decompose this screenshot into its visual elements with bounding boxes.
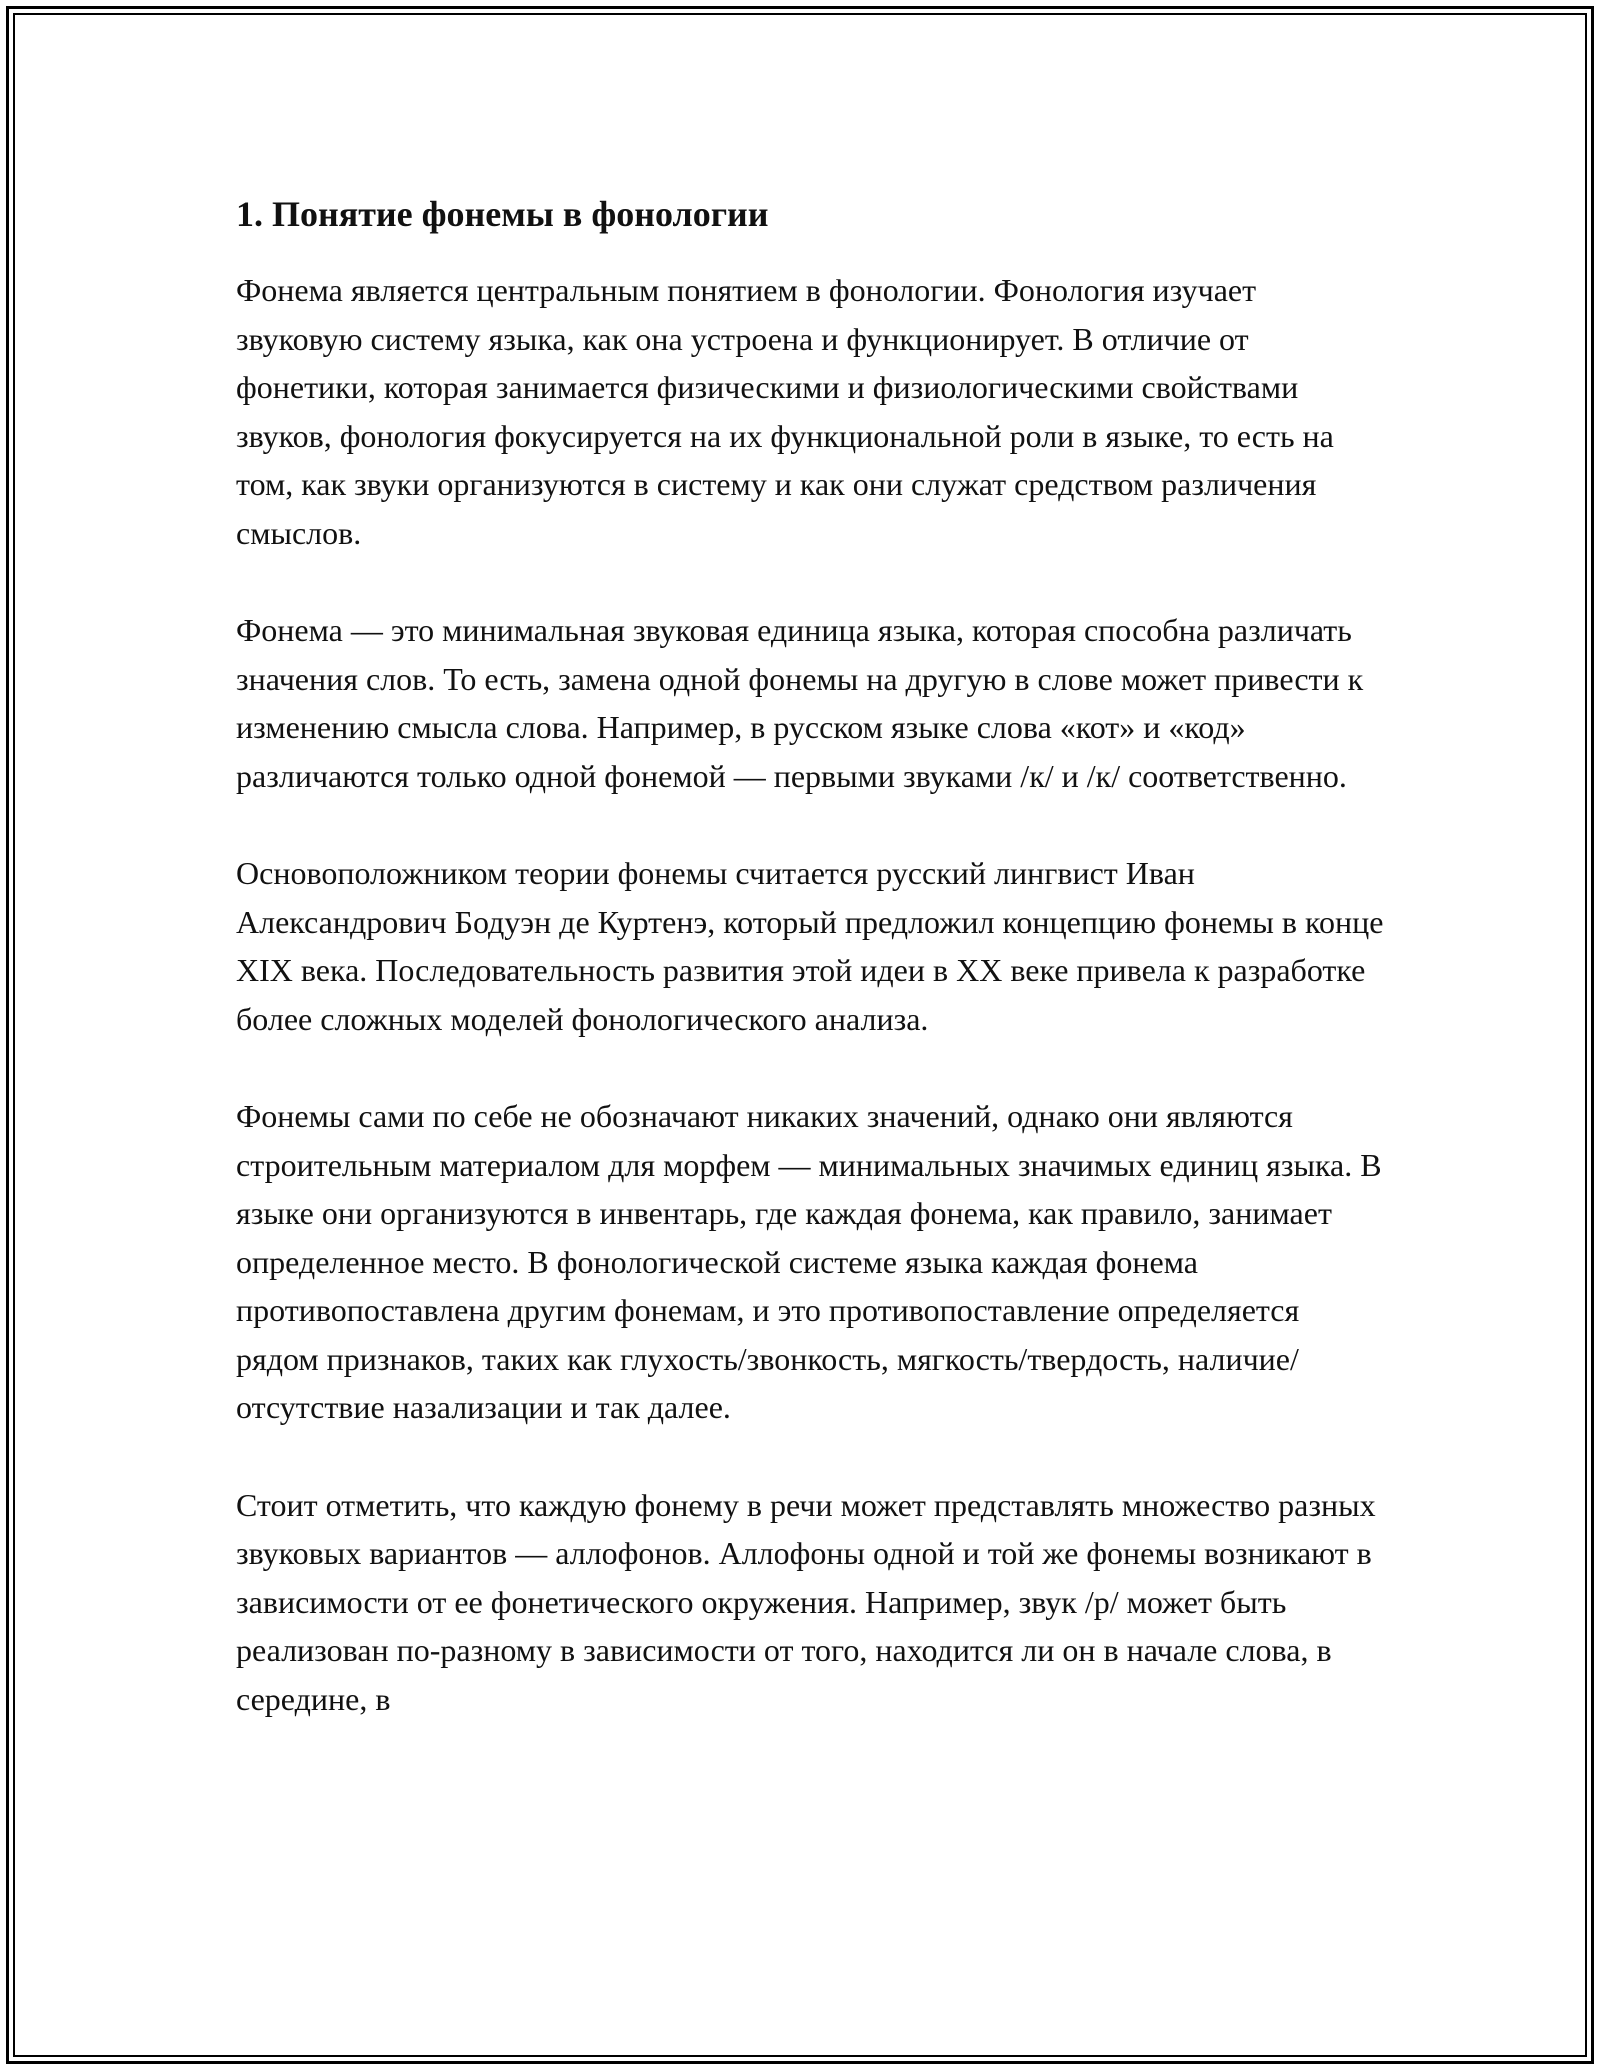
paragraph-4: Фонемы сами по себе не обозначают никаких значений, однако они являются строительным материалом для морфем — минимальных значимых единиц языка. В языке они организуются в инвентарь, где каждая фонема, как правило, занимает определенное место. В фонологической системе языка каждая фонема противопоставлена другим фонемам, и это противопоставление определяется рядом признаков, таких как глухость/звонкость, мягкость/твердость, наличие/отсутствие назализации и так далее. xyxy=(236,1098,1382,1425)
paragraph-2: Фонема — это минимальная звуковая единица языка, которая способна различать значения слов. То есть, замена одной фонемы на другую в слове может привести к изменению смысла слова. Например, в русском языке слова «кот» и «код» различаются только одной фонемой — первыми звуками /к/ и /к/ соответственно. xyxy=(236,612,1364,794)
paragraph-5: Стоит отметить, что каждую фонему в речи может представлять множество разных звуковых вариантов — аллофонов. Аллофоны одной и той же фонемы возникают в зависимости от ее фонетического окружения. Например, звук /р/ может быть реализован по-разному в зависимости от того, находится ли он в начале слова, в середине, в xyxy=(236,1486,1376,1717)
paragraph-3: Основоположником теории фонемы считается русский лингвист Иван Александрович Бодуэн де Куртенэ, который предложил концепцию фонемы в конце XIX века. Последовательность развития этой идеи в XX веке привела к разработке более сложных моделей фонологического анализа. xyxy=(236,855,1384,1037)
paragraph-1: Фонема является центральным понятием в фонологии. Фонология изучает звуковую систему языка, как она устроена и функционирует. В отличие от фонетики, которая занимается физическими и физиологическими свойствами звуков, фонология фокусируется на их функциональной роли в языке, то есть на том, как звуки организуются в систему и как они служат средством различения смыслов. xyxy=(236,272,1334,551)
section-heading: 1. Понятие фонемы в фонологии xyxy=(236,194,769,234)
document-body xyxy=(236,186,1386,1772)
